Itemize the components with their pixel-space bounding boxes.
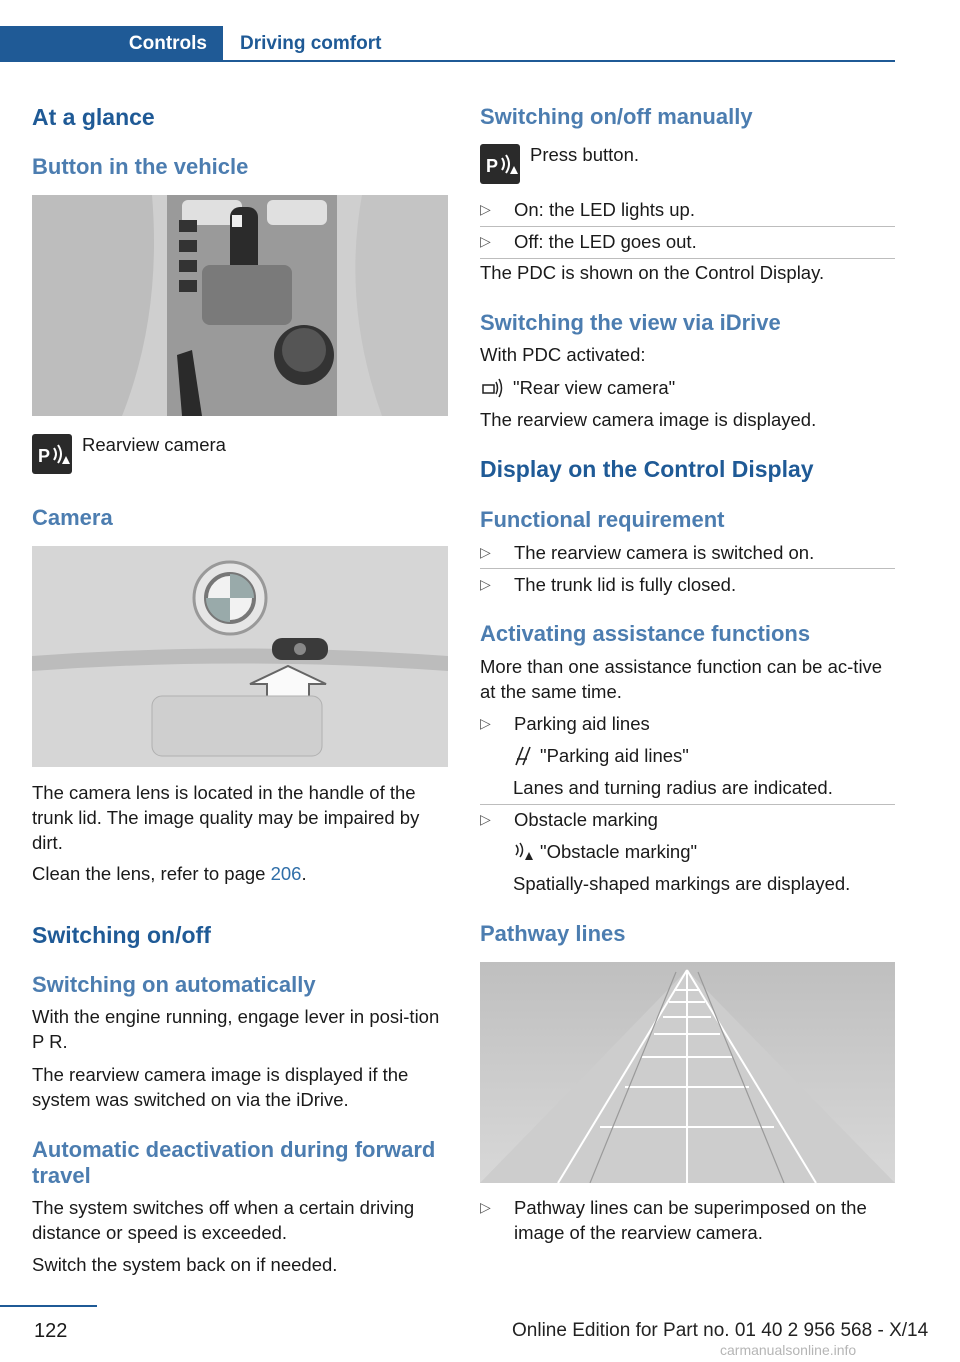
parking-aid-label: "Parking aid lines" xyxy=(540,745,689,766)
auto-on-text-2: The rearview camera image is displayed if the system was switched on via the iDrive. xyxy=(32,1064,409,1110)
bullet-triangle-icon: ▷ xyxy=(480,715,491,731)
bullet-triangle-icon: ▷ xyxy=(480,576,491,592)
pdc-button-icon xyxy=(480,144,520,184)
heading-switching-view: Switching the view via iDrive xyxy=(480,310,781,335)
rearview-camera-icon xyxy=(32,434,72,474)
page-number: 122 xyxy=(34,1320,68,1342)
heading-activating-assistance: Activating assistance functions xyxy=(480,621,811,646)
header-tab-driving-comfort[interactable]: Driving comfort xyxy=(240,33,382,54)
assist-text: More than one assistance function can be ac‐tive at the same time. xyxy=(480,656,883,702)
press-button-text: Press button. xyxy=(530,144,640,165)
divider xyxy=(480,568,895,569)
bullet-led-on: On: the LED lights up. xyxy=(514,199,695,220)
heading-display-control: Display on the Control Display xyxy=(480,456,814,482)
req-camera-on: The rearview camera is switched on. xyxy=(514,542,815,563)
bullet-triangle-icon: ▷ xyxy=(480,811,491,827)
page-header xyxy=(0,26,895,62)
heading-functional-requirement: Functional requirement xyxy=(480,507,725,532)
divider xyxy=(480,804,895,805)
with-pdc-text: With PDC activated: xyxy=(480,344,646,365)
pathway-lines-diagram xyxy=(480,962,895,1183)
bullet-obstacle-marking: Obstacle marking xyxy=(514,809,658,830)
parking-aid-text: Lanes and turning radius are indicated. xyxy=(513,777,833,798)
obstacle-marking-label: "Obstacle marking" xyxy=(540,841,698,862)
bullet-triangle-icon: ▷ xyxy=(480,201,491,217)
auto-off-text: The system switches off when a certain driving distance or speed is exceeded. xyxy=(32,1197,415,1243)
heading-switching-manually: Switching on/off manually xyxy=(480,104,753,129)
svg-text:P: P xyxy=(38,446,51,466)
parking-aid-lines-icon xyxy=(513,743,535,767)
bullet-led-off: Off: the LED goes out. xyxy=(514,231,697,252)
heading-automatic-deactivation: Automatic deactivation during forward travel xyxy=(32,1137,436,1188)
clean-lens-prefix: Clean the lens, refer to page xyxy=(32,863,271,884)
footer-rule xyxy=(0,1305,97,1307)
rear-view-camera-icon xyxy=(480,376,506,398)
clean-lens-suffix: . xyxy=(301,863,307,884)
bullet-triangle-icon: ▷ xyxy=(480,233,491,249)
watermark-text: carmanualsonline.info xyxy=(720,1342,857,1358)
heading-button-in-vehicle: Button in the vehicle xyxy=(32,154,249,179)
heading-pathway-lines: Pathway lines xyxy=(480,921,626,946)
camera-description: The camera lens is located in the handle of the trunk lid. The image quality may be impaired by dirt. xyxy=(32,782,420,853)
bullet-triangle-icon: ▷ xyxy=(480,544,491,560)
bullet-parking-aid: Parking aid lines xyxy=(514,713,650,734)
vehicle-console-photo xyxy=(32,195,448,416)
bullet-pathway-line-1: Pathway lines can be superimposed on the xyxy=(514,1197,867,1218)
heading-switching-on-automatically: Switching on automatically xyxy=(32,972,316,997)
bullet-triangle-icon: ▷ xyxy=(480,1199,491,1215)
switch-back-text: Switch the system back on if needed. xyxy=(32,1254,338,1275)
clean-lens-text xyxy=(32,861,448,886)
obstacle-marking-icon xyxy=(513,840,535,862)
edition-text: Online Edition for Part no. 01 40 2 956 568 - X/14 xyxy=(512,1320,929,1341)
divider xyxy=(480,258,895,259)
bullet-pathway-line-2: image of the rearview camera. xyxy=(514,1222,763,1243)
rear-view-camera-label: "Rear view camera" xyxy=(513,377,676,398)
rearview-camera-caption: Rearview camera xyxy=(82,434,226,455)
page-206-link[interactable]: 206 xyxy=(270,863,302,884)
auto-on-text: With the engine running, engage lever in posi‐tion P R. xyxy=(32,1006,440,1052)
heading-camera: Camera xyxy=(32,505,113,530)
heading-switching-on-off: Switching on/off xyxy=(32,922,211,948)
header-tab-controls[interactable]: Controls xyxy=(0,26,223,62)
obstacle-marking-text: Spatially-shaped markings are displayed. xyxy=(513,873,851,894)
rear-view-displayed-text: The rearview camera image is displayed. xyxy=(480,409,817,430)
divider xyxy=(480,226,895,227)
req-trunk-closed: The trunk lid is fully closed. xyxy=(514,574,737,595)
header-rule xyxy=(223,60,895,62)
pdc-shown-text: The PDC is shown on the Control Display. xyxy=(480,262,825,283)
svg-text:P: P xyxy=(486,156,499,176)
heading-at-a-glance: At a glance xyxy=(32,104,155,130)
trunk-camera-photo xyxy=(32,546,448,767)
